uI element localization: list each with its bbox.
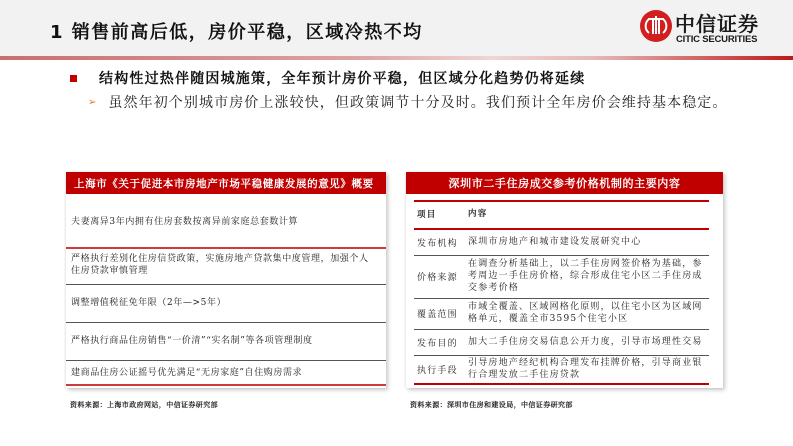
row-content: 在调查分析基础上，以二手住房网签价格为基础，参考周边一手住房价格，综合形成住宅小区二手住房成交参考价格 — [468, 259, 703, 293]
table-bottom-border — [414, 383, 709, 385]
page-title: 1 销售前高后低，房价平稳，区域冷热不均 — [50, 22, 423, 43]
table-row: 严格执行商品住房销售“一价清”“实名制”等各项管理制度 — [71, 336, 313, 346]
shenzhen-mechanism-table — [406, 172, 723, 388]
table-row: 夫妻离异3年内拥有住房套数按离异前家庭总套数计算 — [71, 217, 299, 227]
table-row — [414, 330, 709, 354]
column-header-item: 项目 — [417, 210, 437, 220]
row-item: 发布目的 — [417, 338, 458, 349]
shanghai-policy-table — [66, 172, 386, 388]
summary-bullet — [70, 68, 585, 88]
table-title: 上海市《关于促进本市房地产市场平稳健康发展的意见》概要 — [66, 172, 386, 194]
table-row: 严格执行差别化住房信贷政策，实施房地产贷款集中度管理，加强个人住房贷款审慎管理 — [71, 254, 369, 276]
logo-text-en: CITIC SECURITIES — [676, 34, 758, 45]
table-row — [414, 229, 709, 255]
summary-sub-text: 虽然年初个别城市房价上涨较快，但政策调节十分及时。我们预计全年房价会维持基本稳定。 — [108, 95, 728, 111]
citic-logo — [640, 8, 780, 50]
row-item: 价格来源 — [417, 272, 458, 283]
row-item: 发布机构 — [417, 238, 458, 249]
citic-logo-icon — [640, 10, 672, 42]
row-content: 引导房地产经纪机构合理发布挂牌价格，引导商业银行合理发放二手住房贷款 — [468, 358, 703, 380]
source-note-left: 资料来源：上海市政府网站，中信证券研究部 — [70, 401, 218, 409]
source-note-right: 资料来源：深圳市住房和建设局，中信证券研究部 — [410, 401, 573, 409]
arrow-bullet-icon: ➢ — [88, 96, 97, 108]
table-row — [414, 299, 709, 327]
row-content: 市域全覆盖、区域网格化原则，以住宅小区为区域网格单元，覆盖全市3595个住宅小区 — [468, 302, 703, 324]
column-header-content: 内容 — [468, 209, 488, 219]
row-item: 执行手段 — [417, 365, 458, 376]
table-bottom-border — [66, 384, 386, 386]
table-row: 调整增值税征免年限（2年—>5年） — [71, 298, 227, 308]
row-item: 覆盖范围 — [417, 309, 458, 320]
title-divider — [0, 56, 793, 60]
square-bullet-icon — [70, 75, 77, 82]
logo-text-cn: 中信证券 — [675, 12, 759, 36]
table-row — [414, 356, 709, 382]
summary-bullet-text: 结构性过热伴随因城施策，全年预计房价平稳，但区域分化趋势仍将延续 — [99, 71, 586, 87]
row-content: 加大二手住房交易信息公开力度，引导市场理性交易 — [468, 337, 703, 347]
table-row — [414, 256, 709, 296]
summary-sub-point — [88, 92, 728, 112]
table-header-row — [414, 201, 709, 227]
table-row: 建商品住房公证摇号优先满足“无房家庭”自住购房需求 — [71, 367, 303, 378]
table-title: 深圳市二手住房成交参考价格机制的主要内容 — [406, 172, 723, 194]
row-content: 深圳市房地产和城市建设发展研究中心 — [468, 237, 642, 247]
